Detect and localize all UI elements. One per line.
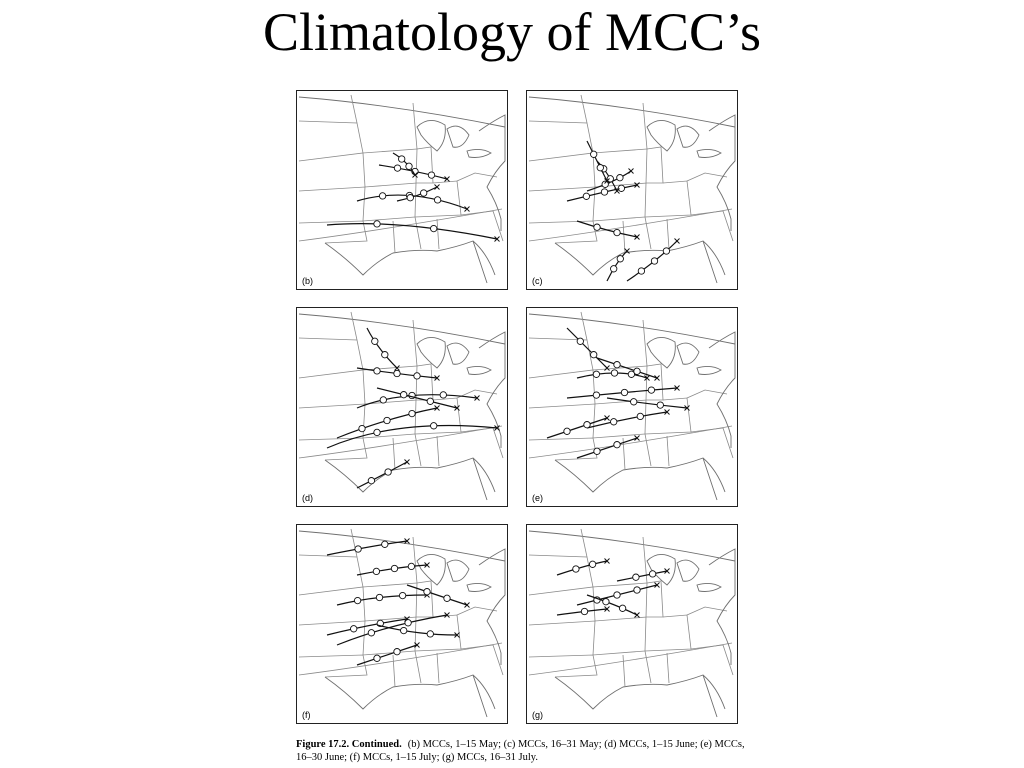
mcc-position-marker <box>631 399 637 405</box>
great-lakes-outline <box>697 583 721 591</box>
mcc-position-marker <box>634 368 640 374</box>
florida-coastline <box>473 675 487 717</box>
mcc-track-line <box>567 328 607 368</box>
mcc-map-panel-c <box>526 90 738 290</box>
mcc-track-line <box>587 141 607 181</box>
state-boundary <box>647 147 663 183</box>
great-lakes-outline <box>447 126 469 147</box>
great-lakes-outline <box>677 126 699 147</box>
state-boundary <box>647 364 663 400</box>
great-lakes-outline <box>647 554 675 585</box>
great-lakes-outline <box>697 366 721 374</box>
mcc-map-panel-b <box>296 90 508 290</box>
east-coastline <box>479 549 505 665</box>
state-boundary <box>667 653 669 683</box>
east-coastline <box>709 115 735 231</box>
great-lakes-outline <box>417 554 445 585</box>
mcc-map-panel-g <box>526 524 738 724</box>
mcc-position-marker <box>428 172 434 178</box>
canada-border-line <box>529 531 735 561</box>
mcc-position-marker <box>593 392 599 398</box>
mcc-track-line <box>327 426 497 449</box>
figure-caption-text: (b) MCCs, 1–15 May; (c) MCCs, 16–31 May; (d) MCCs, 1–15 June; (e) MCCs, 16–30 June; (f) MCCs, 1–15 July; (g) MCCs, 16–31 July. <box>296 739 745 763</box>
state-boundary <box>351 312 357 340</box>
state-boundary <box>529 404 645 438</box>
mcc-position-marker <box>594 448 600 454</box>
mcc-position-marker <box>382 541 388 547</box>
mcc-position-marker <box>603 599 609 605</box>
state-boundary <box>529 121 647 153</box>
mcc-position-marker <box>583 193 589 199</box>
mcc-track-line <box>607 398 687 408</box>
mcc-position-marker <box>617 175 623 181</box>
mcc-track-line <box>367 328 397 368</box>
mcc-position-marker <box>611 266 617 272</box>
mcc-position-marker <box>391 565 397 571</box>
state-boundary <box>691 428 733 458</box>
great-lakes-outline <box>467 366 491 374</box>
mcc-track-line <box>587 412 667 428</box>
state-boundary <box>529 338 647 370</box>
state-boundary <box>417 581 433 617</box>
mcc-position-marker <box>354 597 360 603</box>
mcc-position-marker <box>611 419 617 425</box>
us-map-c <box>527 91 737 289</box>
canada-border-line <box>299 531 505 561</box>
mcc-position-marker <box>637 413 643 419</box>
mcc-position-marker <box>401 627 407 633</box>
mcc-position-marker <box>581 608 587 614</box>
mcc-position-marker <box>434 197 440 203</box>
mcc-position-marker <box>380 397 386 403</box>
mcc-position-marker <box>431 225 437 231</box>
great-lakes-outline <box>647 337 675 368</box>
florida-coastline <box>703 675 717 717</box>
mcc-position-marker <box>407 195 413 201</box>
mcc-position-marker <box>368 630 374 636</box>
mcc-position-marker <box>614 592 620 598</box>
mcc-position-marker <box>431 423 437 429</box>
mcc-position-marker <box>638 268 644 274</box>
mcc-position-marker <box>427 398 433 404</box>
state-boundary <box>299 338 417 370</box>
mcc-position-marker <box>577 338 583 344</box>
mcc-position-marker <box>619 605 625 611</box>
mcc-track-line <box>327 224 497 239</box>
canada-border-line <box>529 314 735 344</box>
track-end-cross <box>435 185 440 190</box>
great-lakes-outline <box>677 560 699 581</box>
mcc-position-marker <box>594 224 600 230</box>
state-boundary <box>529 555 647 587</box>
mcc-position-marker <box>394 649 400 655</box>
state-boundary <box>437 653 439 683</box>
slide-title: Climatology of MCC’s <box>262 2 762 62</box>
state-boundary <box>645 181 691 217</box>
state-boundary <box>437 219 439 249</box>
mcc-position-marker <box>379 193 385 199</box>
state-boundary <box>351 529 357 557</box>
mcc-position-marker <box>593 371 599 377</box>
mcc-position-marker <box>408 563 414 569</box>
florida-coastline <box>703 458 717 500</box>
state-boundary <box>623 655 625 687</box>
great-lakes-outline <box>677 343 699 364</box>
mcc-position-marker <box>373 568 379 574</box>
gulf-coastline <box>325 241 495 275</box>
mcc-position-marker <box>394 370 400 376</box>
figure-caption-lead: Figure 17.2. Continued. <box>296 739 402 750</box>
florida-coastline <box>703 241 717 283</box>
mcc-position-marker <box>633 574 639 580</box>
mcc-position-marker <box>591 151 597 157</box>
mcc-position-marker <box>564 428 570 434</box>
mcc-position-marker <box>372 338 378 344</box>
mcc-position-marker <box>406 163 412 169</box>
state-boundary <box>393 438 395 470</box>
panel-label-e: (e) <box>532 493 543 503</box>
us-map-g <box>527 525 737 723</box>
state-boundary <box>299 187 415 221</box>
state-boundary <box>299 404 415 438</box>
track-end-cross <box>465 207 470 212</box>
state-boundary <box>393 655 395 687</box>
mcc-map-panel-f <box>296 524 508 724</box>
figure-caption <box>296 738 746 764</box>
mcc-track-line <box>547 418 607 438</box>
mcc-position-marker <box>584 422 590 428</box>
mcc-position-marker <box>409 410 415 416</box>
mcc-position-marker <box>394 165 400 171</box>
mcc-map-panel-d <box>296 307 508 507</box>
mcc-position-marker <box>376 594 382 600</box>
panel-label-g: (g) <box>532 710 543 720</box>
gulf-coastline <box>325 675 495 709</box>
mcc-position-marker <box>401 392 407 398</box>
mcc-position-marker <box>591 352 597 358</box>
state-boundary <box>393 221 395 253</box>
florida-coastline <box>473 458 487 500</box>
mcc-track-line <box>557 561 607 575</box>
mcc-position-marker <box>634 587 640 593</box>
mcc-track-line <box>377 625 457 635</box>
track-end-cross <box>635 613 640 618</box>
panel-label-d: (d) <box>302 493 313 503</box>
mcc-track-line <box>357 462 407 488</box>
mcc-position-marker <box>573 566 579 572</box>
state-boundary <box>299 555 417 587</box>
east-coastline <box>479 115 505 231</box>
mcc-position-marker <box>424 589 430 595</box>
mcc-position-marker <box>399 156 405 162</box>
mcc-track-line <box>617 571 667 581</box>
mcc-position-marker <box>657 402 663 408</box>
track-end-cross <box>605 366 610 371</box>
state-boundary <box>529 621 645 655</box>
mcc-position-marker <box>382 352 388 358</box>
state-boundary <box>581 312 587 340</box>
east-coastline <box>709 332 735 448</box>
state-boundary <box>437 436 439 466</box>
great-lakes-outline <box>647 120 675 151</box>
mcc-position-marker <box>368 478 374 484</box>
us-map-d <box>297 308 507 506</box>
us-map-f <box>297 525 507 723</box>
canada-border-line <box>299 97 505 127</box>
panel-label-b: (b) <box>302 276 313 286</box>
mcc-position-marker <box>597 165 603 171</box>
great-lakes-outline <box>447 560 469 581</box>
great-lakes-outline <box>417 337 445 368</box>
mcc-position-marker <box>374 221 380 227</box>
great-lakes-outline <box>467 149 491 157</box>
state-boundary <box>529 187 645 221</box>
state-boundary <box>645 615 691 651</box>
mcc-position-marker <box>355 546 361 552</box>
mcc-position-marker <box>621 389 627 395</box>
state-boundary <box>623 221 625 253</box>
us-map-b <box>297 91 507 289</box>
state-boundary <box>667 219 669 249</box>
mcc-position-marker <box>374 429 380 435</box>
great-lakes-outline <box>697 149 721 157</box>
mcc-position-marker <box>399 592 405 598</box>
us-map-e <box>527 308 737 506</box>
mcc-position-marker <box>648 387 654 393</box>
state-boundary <box>691 211 733 241</box>
mcc-position-marker <box>359 425 365 431</box>
mcc-position-marker <box>385 469 391 475</box>
east-coastline <box>709 549 735 665</box>
mcc-track-line <box>327 619 407 635</box>
gulf-coastline <box>555 458 725 492</box>
mcc-position-marker <box>607 176 613 182</box>
track-end-cross <box>675 239 680 244</box>
mcc-position-marker <box>614 229 620 235</box>
mcc-track-line <box>327 541 407 555</box>
state-boundary <box>645 398 691 434</box>
mcc-position-marker <box>374 655 380 661</box>
mcc-position-marker <box>440 392 446 398</box>
state-boundary <box>691 645 733 675</box>
canada-border-line <box>299 314 505 344</box>
mcc-position-marker <box>651 258 657 264</box>
great-lakes-outline <box>447 343 469 364</box>
mcc-track-line <box>597 358 657 378</box>
state-boundary <box>299 121 417 153</box>
mcc-position-marker <box>421 190 427 196</box>
panel-label-c: (c) <box>532 276 543 286</box>
state-boundary <box>461 428 503 458</box>
mcc-position-marker <box>351 626 357 632</box>
mcc-position-marker <box>444 595 450 601</box>
mcc-position-marker <box>649 571 655 577</box>
mcc-position-marker <box>601 189 607 195</box>
state-boundary <box>461 645 503 675</box>
florida-coastline <box>473 241 487 283</box>
mcc-position-marker <box>617 256 623 262</box>
state-boundary <box>667 436 669 466</box>
mcc-position-marker <box>384 417 390 423</box>
mcc-map-panel-e <box>526 307 738 507</box>
mcc-position-marker <box>414 373 420 379</box>
mcc-position-marker <box>374 368 380 374</box>
state-boundary <box>581 95 587 123</box>
canada-border-line <box>529 97 735 127</box>
track-end-cross <box>405 460 410 465</box>
state-boundary <box>351 95 357 123</box>
great-lakes-outline <box>417 120 445 151</box>
mcc-position-marker <box>427 631 433 637</box>
gulf-coastline <box>325 458 495 492</box>
mcc-track-line <box>577 221 637 237</box>
mcc-position-marker <box>614 362 620 368</box>
east-coastline <box>479 332 505 448</box>
mcc-position-marker <box>663 248 669 254</box>
great-lakes-outline <box>467 583 491 591</box>
mcc-position-marker <box>614 442 620 448</box>
state-boundary <box>581 529 587 557</box>
mcc-position-marker <box>589 561 595 567</box>
mcc-track-line <box>577 438 637 458</box>
mcc-position-marker <box>611 370 617 376</box>
gulf-coastline <box>555 675 725 709</box>
track-end-cross <box>629 169 634 174</box>
mcc-position-marker <box>405 620 411 626</box>
panel-label-f: (f) <box>302 710 311 720</box>
mcc-track-line <box>607 251 627 281</box>
